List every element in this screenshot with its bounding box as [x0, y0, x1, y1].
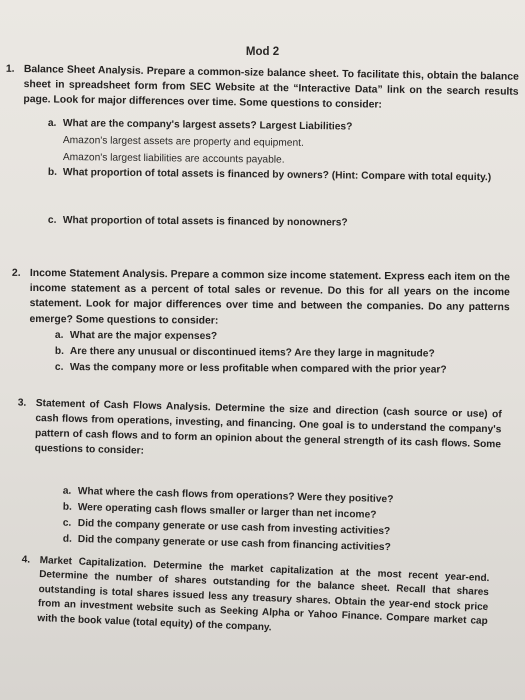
- question-text: Balance Sheet Analysis. Prepare a common-size balance sheet. To facilitate this, obtain the balance sheet in spreadsheet form from SEC Website at the “Interactive Data” link on the search results page. Look for major differences over time. Some questions to consider:: [23, 63, 519, 112]
- sub-letter: b.: [54, 345, 65, 357]
- page-title: Mod 2: [245, 46, 280, 58]
- sub-letter: a.: [47, 117, 57, 129]
- sub-letter: b.: [47, 166, 58, 178]
- answer-line: Amazon's largest assets are property and equipment.: [62, 134, 304, 149]
- question-3: [17, 396, 502, 467]
- sub-letter: b.: [62, 501, 73, 513]
- question-text: Market Capitalization. Determine the market capitalization at the most recent year-end. Determine the number of shares outstanding for the balance sheet. Recall that shares outstanding is total shares issued less any treasury shares. Obtain the year-end stock price from an investment website such as Seeking Alpha or Yahoo Finance. Compare market cap with the book value (total equity) of the company.: [37, 554, 490, 633]
- answer-line: Amazon's largest liabilities are accounts payable.: [62, 151, 285, 166]
- question-1-sub-c: [47, 213, 503, 232]
- question-2-sub-b: [54, 344, 500, 362]
- question-1: [5, 62, 519, 115]
- question-text: Statement of Cash Flows Analysis. Determine the size and direction (cash source or use) of cash flows from operations, investing, and financing. One goal is to understand the company's pattern of cash flows and to form an opinion about the general strength of its cash flows. Some questions to consider:: [34, 397, 502, 457]
- question-2-sub-a: [54, 328, 500, 346]
- sub-question-text: What are the company's largest assets? Largest Liabilities?: [62, 117, 353, 133]
- sub-question-text: What proportion of total assets is financed by nonowners?: [62, 214, 348, 229]
- question-number: 1.: [5, 63, 15, 75]
- question-2-sub-c: [54, 360, 500, 378]
- sub-question-text: What where the cash flows from operations? Were they positive?: [77, 485, 394, 506]
- question-number: 3.: [17, 397, 27, 409]
- sub-letter: a.: [54, 329, 64, 341]
- sub-question-text: Was the company more or less profitable when compared with the prior year?: [69, 361, 447, 376]
- sub-question-text: Did the company generate or use cash from financing activities?: [77, 533, 391, 554]
- sub-question-text: What are the major expenses?: [69, 329, 218, 343]
- sub-letter: d.: [62, 533, 73, 545]
- question-4: [21, 554, 490, 644]
- question-text: Income Statement Analysis. Prepare a common size income statement. Express each item on the income statement as a percent of total sales or revenue. Do this for all years on the income statement. Look for major differences over time and between the companies. Do any patterns emerge? Some questions to consider:: [29, 267, 510, 327]
- sub-letter: c.: [54, 361, 64, 373]
- sub-question-text: Did the company generate or use cash from investing activities?: [77, 517, 391, 538]
- sub-letter: c.: [47, 214, 57, 226]
- sub-letter: a.: [62, 485, 72, 497]
- sub-letter: c.: [62, 517, 72, 529]
- question-number: 2.: [11, 267, 21, 279]
- question-number: 4.: [21, 554, 31, 566]
- sub-question-text: Were operating cash flows smaller or larger than net income?: [77, 501, 377, 521]
- sub-question-text: What proportion of total assets is financed by owners? (Hint: Compare with total equity.): [62, 166, 492, 184]
- question-2: [11, 266, 510, 331]
- sub-question-text: Are there any unusual or discontinued items? Are they large in magnitude?: [69, 345, 435, 360]
